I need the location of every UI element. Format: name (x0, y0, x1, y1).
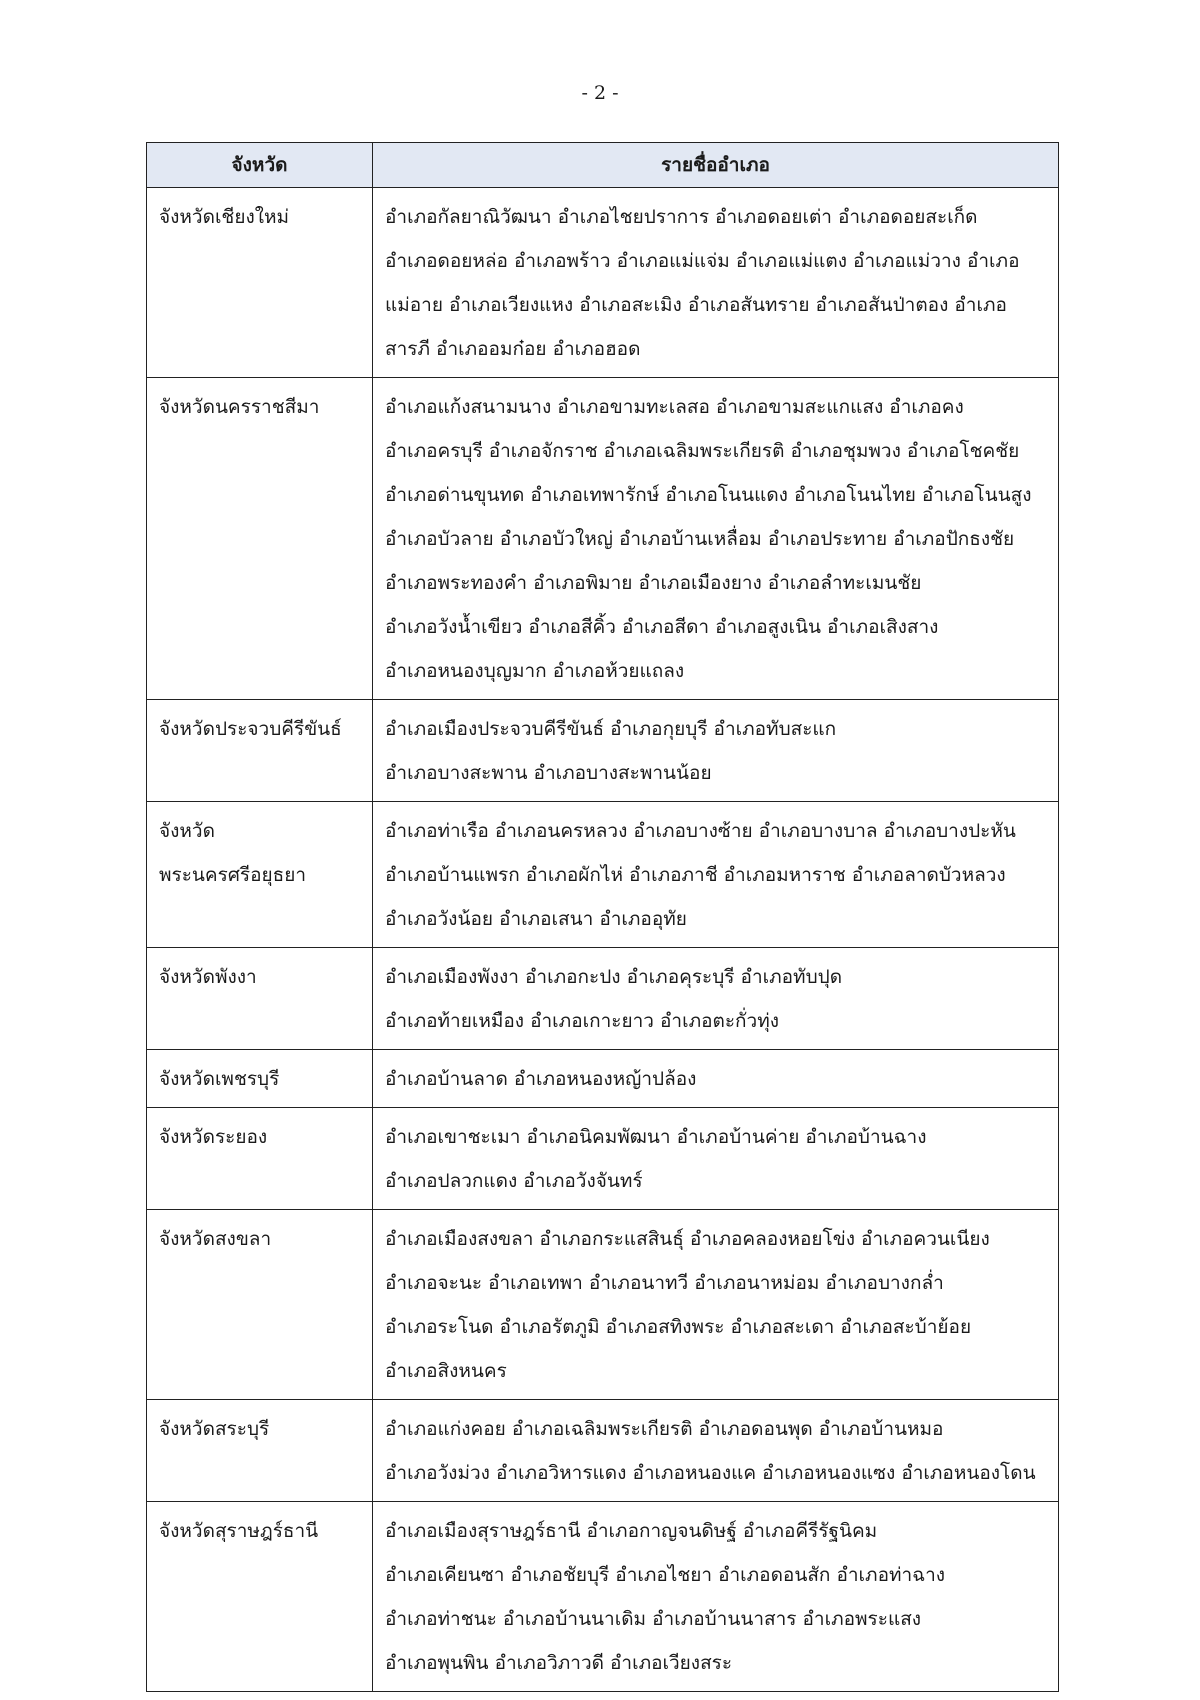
district-line: อำเภอเคียนซา อำเภอชัยบุรี อำเภอไชยา อำเภอดอนสัก อำเภอท่าฉาง (385, 1564, 946, 1586)
province-name: จังหวัดระยอง (159, 1126, 268, 1148)
district-line: อำเภอด่านขุนทด อำเภอเทพารักษ์ อำเภอโนนแดง อำเภอโนนไทย อำเภอโนนสูง (385, 484, 1032, 506)
province-name: จังหวัดนครราชสีมา (159, 396, 320, 418)
province-cell (147, 188, 373, 378)
table-row (147, 378, 1059, 700)
district-line: อำเภอเมืองประจวบคีรีขันธ์ อำเภอกุยบุรี อำเภอทับสะแก (385, 718, 837, 740)
district-line: อำเภอกัลยาณิวัฒนา อำเภอไชยปราการ อำเภอดอยเต่า อำเภอดอยสะเก็ด (385, 206, 978, 228)
header-province: จังหวัด (147, 143, 373, 188)
table-row (147, 1050, 1059, 1108)
table-row (147, 700, 1059, 802)
province-district-table (146, 142, 1059, 1692)
districts-cell (373, 1050, 1059, 1108)
district-line: อำเภอครบุรี อำเภอจักราช อำเภอเฉลิมพระเกียรติ อำเภอชุมพวง อำเภอโชคชัย (385, 440, 1020, 462)
province-name: จังหวัดสุราษฎร์ธานี (159, 1520, 319, 1542)
district-line: อำเภอเมืองสงขลา อำเภอกระแสสินธุ์ อำเภอคลองหอยโข่ง อำเภอควนเนียง (385, 1228, 990, 1250)
districts-cell (373, 700, 1059, 802)
districts-cell (373, 1400, 1059, 1502)
districts-cell (373, 188, 1059, 378)
province-cell (147, 1210, 373, 1400)
header-districts: รายชื่ออำเภอ (373, 143, 1059, 188)
district-line: อำเภอวังม่วง อำเภอวิหารแดง อำเภอหนองแค อำเภอหนองแซง อำเภอหนองโดน (385, 1462, 1036, 1484)
districts-cell (373, 1108, 1059, 1210)
table-row (147, 1502, 1059, 1692)
districts-cell (373, 1210, 1059, 1400)
district-line: อำเภอระโนด อำเภอรัตภูมิ อำเภอสทิงพระ อำเภอสะเดา อำเภอสะบ้าย้อย (385, 1316, 972, 1338)
province-cell (147, 378, 373, 700)
district-line: อำเภอวังน้อย อำเภอเสนา อำเภออุทัย (385, 908, 687, 930)
district-line: อำเภอบ้านลาด อำเภอหนองหญ้าปล้อง (385, 1068, 697, 1090)
district-line: อำเภอบางสะพาน อำเภอบางสะพานน้อย (385, 762, 712, 784)
province-name: จังหวัดสระบุรี (159, 1418, 270, 1440)
table-row (147, 802, 1059, 948)
district-line: อำเภอแก่งคอย อำเภอเฉลิมพระเกียรติ อำเภอดอนพุด อำเภอบ้านหมอ (385, 1418, 944, 1440)
district-line: อำเภอท่าเรือ อำเภอนครหลวง อำเภอบางซ้าย อำเภอบางบาล อำเภอบางปะหัน (385, 820, 1016, 842)
district-line: อำเภอเขาชะเมา อำเภอนิคมพัฒนา อำเภอบ้านค่าย อำเภอบ้านฉาง (385, 1126, 927, 1148)
district-line: อำเภอหนองบุญมาก อำเภอห้วยแถลง (385, 660, 685, 682)
province-cell (147, 700, 373, 802)
district-line: อำเภอปลวกแดง อำเภอวังจันทร์ (385, 1170, 643, 1192)
districts-cell (373, 1502, 1059, 1692)
table-row (147, 1108, 1059, 1210)
province-cell (147, 1400, 373, 1502)
district-line: อำเภอเมืองพังงา อำเภอกะปง อำเภอคุระบุรี อำเภอทับปุด (385, 966, 843, 988)
district-line: อำเภอดอยหล่อ อำเภอพร้าว อำเภอแม่แจ่ม อำเภอแม่แตง อำเภอแม่วาง อำเภอ (385, 250, 1020, 272)
table-row (147, 188, 1059, 378)
table-body (147, 188, 1059, 1692)
district-line: อำเภอท่าชนะ อำเภอบ้านนาเดิม อำเภอบ้านนาสาร อำเภอพระแสง (385, 1608, 922, 1630)
province-cell (147, 1502, 373, 1692)
district-line: อำเภอจะนะ อำเภอเทพา อำเภอนาทวี อำเภอนาหม่อม อำเภอบางกล่ำ (385, 1272, 944, 1294)
district-line: สารภี อำเภออมก๋อย อำเภอฮอด (385, 338, 641, 360)
table-row (147, 1210, 1059, 1400)
province-name: จังหวัดสงขลา (159, 1228, 272, 1250)
district-line: อำเภอบัวลาย อำเภอบัวใหญ่ อำเภอบ้านเหลื่อม อำเภอประทาย อำเภอปักธงชัย (385, 528, 1015, 550)
province-name: จังหวัด (159, 820, 215, 842)
district-line: อำเภอวังน้ำเขียว อำเภอสีคิ้ว อำเภอสีดา อำเภอสูงเนิน อำเภอเสิงสาง (385, 616, 939, 638)
table-header-row (147, 143, 1059, 188)
page-number: - 2 - (581, 82, 619, 104)
districts-cell (373, 802, 1059, 948)
district-line: อำเภอพุนพิน อำเภอวิภาวดี อำเภอเวียงสระ (385, 1652, 733, 1674)
province-name: พระนครศรีอยุธยา (159, 864, 307, 886)
district-line: อำเภอแก้งสนามนาง อำเภอขามทะเลสอ อำเภอขามสะแกแสง อำเภอคง (385, 396, 964, 418)
province-cell (147, 802, 373, 948)
province-name: จังหวัดเชียงใหม่ (159, 206, 290, 228)
province-cell (147, 1050, 373, 1108)
province-cell (147, 948, 373, 1050)
district-line: อำเภอพระทองคำ อำเภอพิมาย อำเภอเมืองยาง อำเภอลำทะเมนชัย (385, 572, 922, 594)
district-line: แม่อาย อำเภอเวียงแหง อำเภอสะเมิง อำเภอสันทราย อำเภอสันป่าตอง อำเภอ (385, 294, 1007, 316)
table-row (147, 1400, 1059, 1502)
table-row (147, 948, 1059, 1050)
district-line: อำเภอบ้านแพรก อำเภอผักไห่ อำเภอภาชี อำเภอมหาราช อำเภอลาดบัวหลวง (385, 864, 1006, 886)
districts-cell (373, 378, 1059, 700)
district-line: อำเภอท้ายเหมือง อำเภอเกาะยาว อำเภอตะกั่วทุ่ง (385, 1010, 780, 1032)
province-name: จังหวัดประจวบคีรีขันธ์ (159, 718, 342, 740)
province-name: จังหวัดพังงา (159, 966, 257, 988)
province-name: จังหวัดเพชรบุรี (159, 1068, 280, 1090)
district-line: อำเภอสิงหนคร (385, 1360, 507, 1382)
districts-cell (373, 948, 1059, 1050)
province-cell (147, 1108, 373, 1210)
district-line: อำเภอเมืองสุราษฎร์ธานี อำเภอกาญจนดิษฐ์ อำเภอคีรีรัฐนิคม (385, 1520, 878, 1542)
